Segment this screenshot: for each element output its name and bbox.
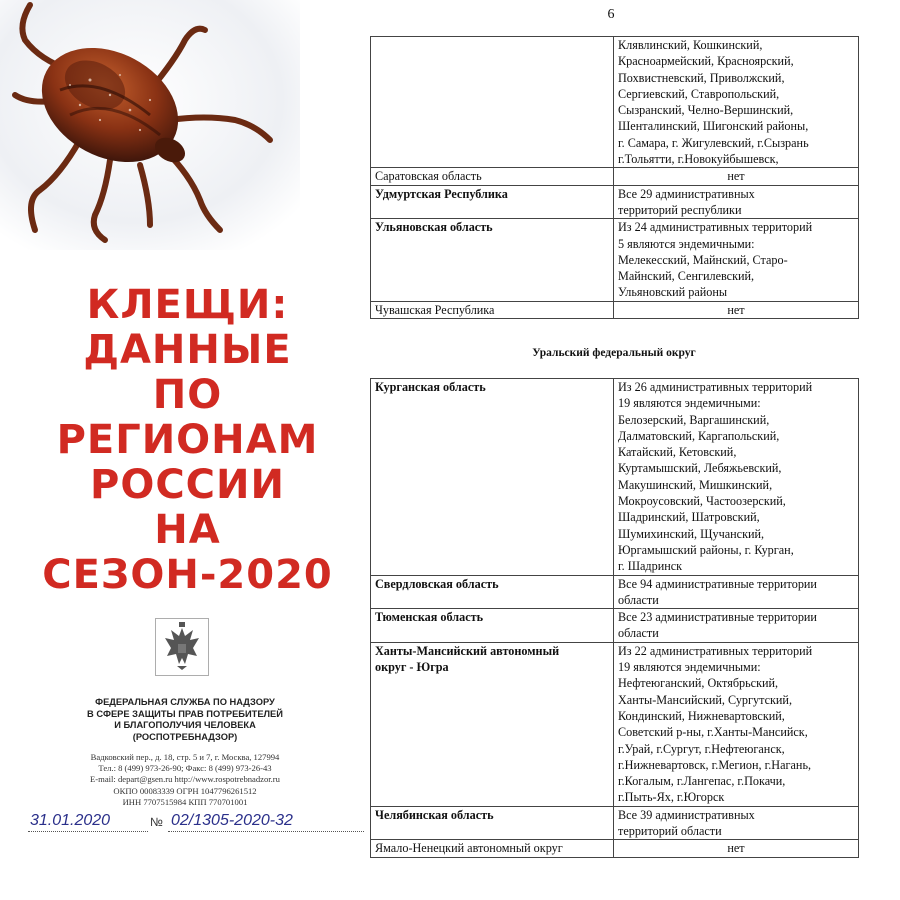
agency-line: И БЛАГОПОЛУЧИЯ ЧЕЛОВЕКА	[114, 720, 256, 731]
contact-line: Тел.: 8 (499) 973-26-90; Факс: 8 (499) 973-26-43	[98, 763, 272, 774]
document-number: 02/1305-2020-32	[171, 812, 293, 829]
contact-line: Вадковский пер., д. 18, стр. 5 и 7, г. Москва, 127994	[90, 752, 280, 762]
cell-text-line: нет	[727, 841, 745, 856]
agency-line: В СФЕРЕ ЗАЩИТЫ ПРАВ ПОТРЕБИТЕЛЕЙ	[87, 708, 283, 719]
agency-name	[40, 697, 330, 743]
cell-text-line: 5 являются эндемичными:	[618, 236, 755, 251]
cell-text-line: Макушинский, Мишкинский,	[618, 477, 773, 492]
cell-text-line: Все 23 административные территории	[618, 610, 817, 625]
cell-text-line: г.Нижневартовск, г.Мегион, г.Нагань,	[618, 757, 812, 772]
cell-text-line: нет	[727, 169, 745, 184]
headline-line: ДАННЫЕ	[83, 327, 292, 373]
region-name-cell	[371, 168, 614, 185]
cell-text-line: Далматовский, Каргапольский,	[618, 428, 780, 443]
table-row	[371, 806, 859, 840]
endemic-territories-cell	[614, 806, 859, 840]
endemic-territories-cell	[614, 37, 859, 168]
cell-text-line: Из 24 административных территорий	[618, 220, 813, 235]
cell-text-line: Шенталинский, Шигонский районы,	[618, 119, 809, 134]
cell-text-line: округ - Югра	[375, 660, 449, 675]
cell-text-line: Мокроусовский, Частоозерский,	[618, 494, 786, 509]
headline-line: КЛЕЩИ:	[86, 282, 289, 328]
cell-text-line: Куртамышский, Лебяжьевский,	[618, 461, 782, 476]
cell-text-line: Катайский, Кетовский,	[618, 445, 737, 460]
cell-text-line: Чувашская Республика	[375, 302, 495, 317]
cell-text-line: г.Урай, г.Сургут, г.Нефтеюганск,	[618, 741, 785, 756]
endemic-territories-cell	[614, 379, 859, 576]
endemic-territories-cell	[614, 642, 859, 806]
cell-text-line: Все 39 административных	[618, 807, 755, 822]
tick-illustration	[0, 0, 300, 250]
tick-photo	[0, 0, 300, 250]
cell-text-line: Свердловская область	[375, 576, 499, 591]
cell-text-line: Все 94 административные территории	[618, 576, 817, 591]
endemic-territories-cell	[614, 168, 859, 185]
table-row	[371, 642, 859, 806]
region-name-cell	[371, 575, 614, 609]
cell-text-line: Саратовская область	[375, 169, 482, 184]
cell-text-line: Мелекесский, Майнский, Старо-	[618, 252, 788, 267]
regions-table-ural	[370, 378, 859, 858]
document-date-number	[28, 812, 348, 834]
date-underline	[28, 831, 148, 832]
russian-coat-of-arms-icon	[155, 618, 209, 676]
cell-text-line: Белозерский, Варгашинский,	[618, 412, 770, 427]
endemic-territories-cell	[614, 840, 859, 857]
agency-contacts	[40, 752, 330, 808]
cell-text-line: 19 являются эндемичными:	[618, 396, 761, 411]
cell-text-line: Клявлинский, Кошкинский,	[618, 38, 763, 52]
headline-line: РЕГИОНАМ	[56, 417, 319, 463]
page-number: 6	[607, 7, 615, 22]
cell-text-line: Шумихинский, Щучанский,	[618, 526, 765, 541]
headline-line: ПО	[152, 372, 223, 418]
cell-text-line: 19 являются эндемичными:	[618, 660, 761, 675]
cell-text-line: Юргамышский районы, г. Курган,	[618, 542, 794, 557]
cell-text-line: Ямало-Ненецкий автономный округ	[375, 841, 563, 856]
cell-text-line: Удмуртская Республика	[375, 186, 508, 201]
contact-line: E-mail: depart@gsen.ru http://www.rospotrebnadzor.ru	[90, 774, 280, 785]
cell-text-line: Кондинский, Нижневартовский,	[618, 708, 785, 723]
cell-text-line: территорий области	[618, 824, 722, 839]
table-row	[371, 301, 859, 318]
cell-text-line: Похвистневский, Приволжский,	[618, 70, 785, 85]
table-row	[371, 840, 859, 857]
cell-text-line: Из 26 административных территорий	[618, 380, 813, 394]
table-row	[371, 575, 859, 609]
region-name-cell	[371, 379, 614, 576]
cell-text-line: г.Тольятти, г.Новокуйбышевск,	[618, 152, 779, 167]
cell-text-line: Курганская область	[375, 380, 486, 394]
cell-text-line: Тюменская область	[375, 610, 484, 625]
endemic-territories-cell	[614, 575, 859, 609]
table-row	[371, 168, 859, 185]
cell-text-line: Шадринский, Шатровский,	[618, 510, 760, 525]
cell-text-line: Советский р-ны, г.Ханты-Мансийск,	[618, 725, 808, 740]
cell-text-line: Все 29 административных	[618, 186, 755, 201]
table-row	[371, 37, 859, 168]
agency-line: ФЕДЕРАЛЬНАЯ СЛУЖБА ПО НАДЗОРУ	[95, 697, 275, 707]
cell-text-line: г. Шадринск	[618, 559, 683, 574]
cell-text-line: Сергиевский, Ставропольский,	[618, 86, 780, 101]
cell-text-line: Ульяновская область	[375, 220, 493, 235]
number-underline	[168, 831, 364, 832]
headline	[0, 283, 375, 598]
region-name-cell	[371, 219, 614, 301]
agency-line: (РОСПОТРЕБНАДЗОР)	[132, 731, 238, 742]
cell-text-line: Ульяновский районы	[618, 285, 728, 300]
table-row	[371, 609, 859, 643]
headline-line: СЕЗОН-2020	[42, 552, 333, 598]
cell-text-line: Сызранский, Челно-Вершинский,	[618, 103, 794, 118]
table-row	[371, 185, 859, 219]
table-row	[371, 219, 859, 301]
number-sign: №	[150, 815, 163, 829]
endemic-territories-cell	[614, 185, 859, 219]
cell-text-line: области	[618, 626, 659, 641]
cell-text-line: области	[618, 592, 659, 607]
cell-text-line: Красноармейский, Красноярский,	[618, 54, 794, 69]
table-row	[371, 379, 859, 576]
cell-text-line: нет	[727, 302, 745, 317]
region-name-cell	[371, 37, 614, 168]
region-name-cell	[371, 609, 614, 643]
document-date: 31.01.2020	[30, 812, 111, 829]
headline-line: НА	[154, 507, 221, 553]
cell-text-line: г.Когалым, г.Лангепас, г.Покачи,	[618, 774, 786, 789]
region-name-cell	[371, 301, 614, 318]
contact-line: ИНН 7707515984 КПП 770701001	[122, 796, 248, 807]
region-name-cell	[371, 840, 614, 857]
cell-text-line: Ханты-Мансийский автономный	[375, 643, 560, 658]
cell-text-line: г. Самара, г. Жигулевский, г.Сызрань	[618, 135, 809, 150]
region-name-cell	[371, 806, 614, 840]
endemic-territories-cell	[614, 301, 859, 318]
contact-line: ОКПО 00083339 ОГРН 1047796261512	[113, 785, 257, 796]
regions-table-volga	[370, 36, 859, 319]
endemic-territories-cell	[614, 219, 859, 301]
section-title: Уральский федеральный округ	[532, 347, 696, 359]
cell-text-line: г.Пыть-Ях, г.Югорск	[618, 790, 725, 805]
cell-text-line: Нефтеюганский, Октябрьский,	[618, 676, 779, 691]
endemic-territories-cell	[614, 609, 859, 643]
cell-text-line: Из 22 административных территорий	[618, 643, 813, 658]
cell-text-line: Ханты-Мансийский, Сургутский,	[618, 692, 792, 707]
cell-text-line: Майнский, Сенгилевский,	[618, 269, 755, 284]
region-name-cell	[371, 642, 614, 806]
cell-text-line: территорий республики	[618, 202, 742, 217]
region-name-cell	[371, 185, 614, 219]
headline-line: РОССИИ	[90, 462, 285, 508]
left-panel	[0, 0, 350, 900]
cell-text-line: Челябинская область	[375, 807, 494, 822]
